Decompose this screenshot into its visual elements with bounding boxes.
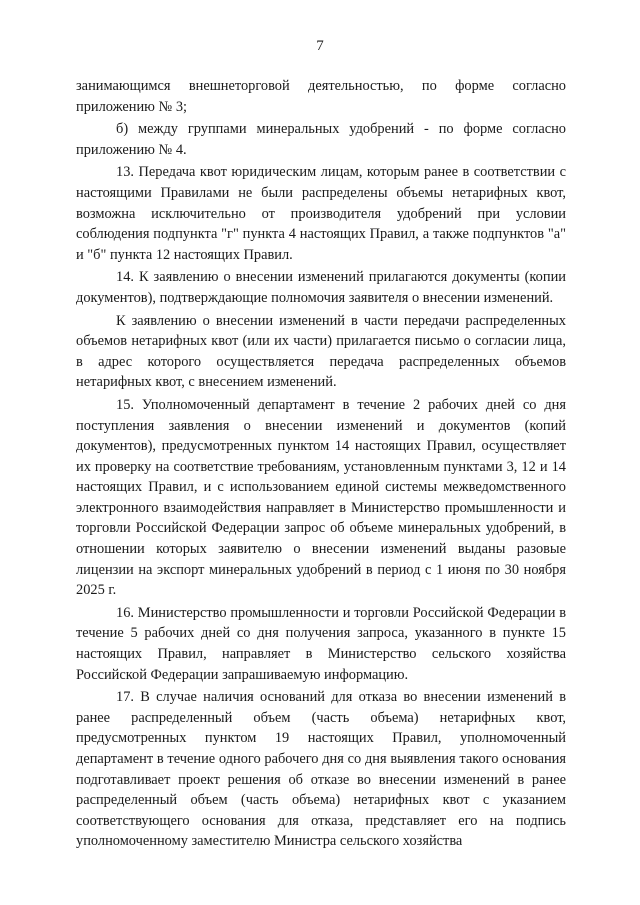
- paragraph-14: 14. К заявлению о внесении изменений прилагаются документы (копии документов), подтверждающие полномочия заявителя о внесении изменений.: [76, 269, 566, 306]
- page-number: 7: [316, 38, 324, 54]
- paragraph-subitem-b: б) между группами минеральных удобрений - по форме согласно приложению № 4.: [76, 121, 566, 158]
- paragraph-16: 16. Министерство промышленности и торговли Российской Федерации в течение 5 рабочих дней со дня получения запроса, указанного в пункте 15 настоящих Правил, направляет в Министерство сельского хозяйства Российской Федерации запрашиваемую информацию.: [76, 604, 566, 683]
- paragraph-13: 13. Передача квот юридическим лицам, которым ранее в соответствии с настоящими Правилами не были распределены объемы нетарифных квот, возможна исключительно от производителя удобрений при условии соблюдения подпункта "г" пункта 4 настоящих Правил, а также подпунктов "а" и "б" пункта 12 настоящих Правил.: [76, 164, 566, 263]
- paragraph-continuation: занимающимся внешнеторговой деятельностью, по форме согласно приложению № 3;: [76, 78, 566, 115]
- paragraph-17: 17. В случае наличия оснований для отказа во внесении изменений в ранее распределенный объем (часть объема) нетарифных квот, предусмотренных пунктом 19 настоящих Правил, уполномоченный департамент в течение одного рабочего дня со дня выявления такого основания подготавливает проект решения об отказе во внесении изменений в ранее распределенный объем (часть объема) нетарифных квот с указанием соответствующего основания для отказа, представляет его на подпись уполномоченному заместителю Министра сельского хозяйства: [76, 689, 566, 850]
- paragraph-15: 15. Уполномоченный департамент в течение 2 рабочих дней со дня поступления заявления о внесении изменений и документов (копий документов), предусмотренных пунктом 14 настоящих Правил, осуществляет их проверку на соответствие требованиям, установленным пунктами 3, 12 и 14 настоящих Правил, и с использованием единой системы межведомственного электронного взаимодействия направляет в Министерство промышленности и торговли Российской Федерации запрос об объеме минеральных удобрений, в отношении которых заявителю о внесении изменений выданы разовые лицензии на экспорт минеральных удобрений в период с 1 июня по 30 ноября 2025 г.: [76, 396, 566, 599]
- document-body: [76, 76, 566, 854]
- paragraph-14-attachment: К заявлению о внесении изменений в части передачи распределенных объемов нетарифных квот (или их части) прилагается письмо о согласии лица, в адрес которого осуществляется передача распределенных объемов нетарифных квот, с внесением изменений.: [76, 312, 566, 391]
